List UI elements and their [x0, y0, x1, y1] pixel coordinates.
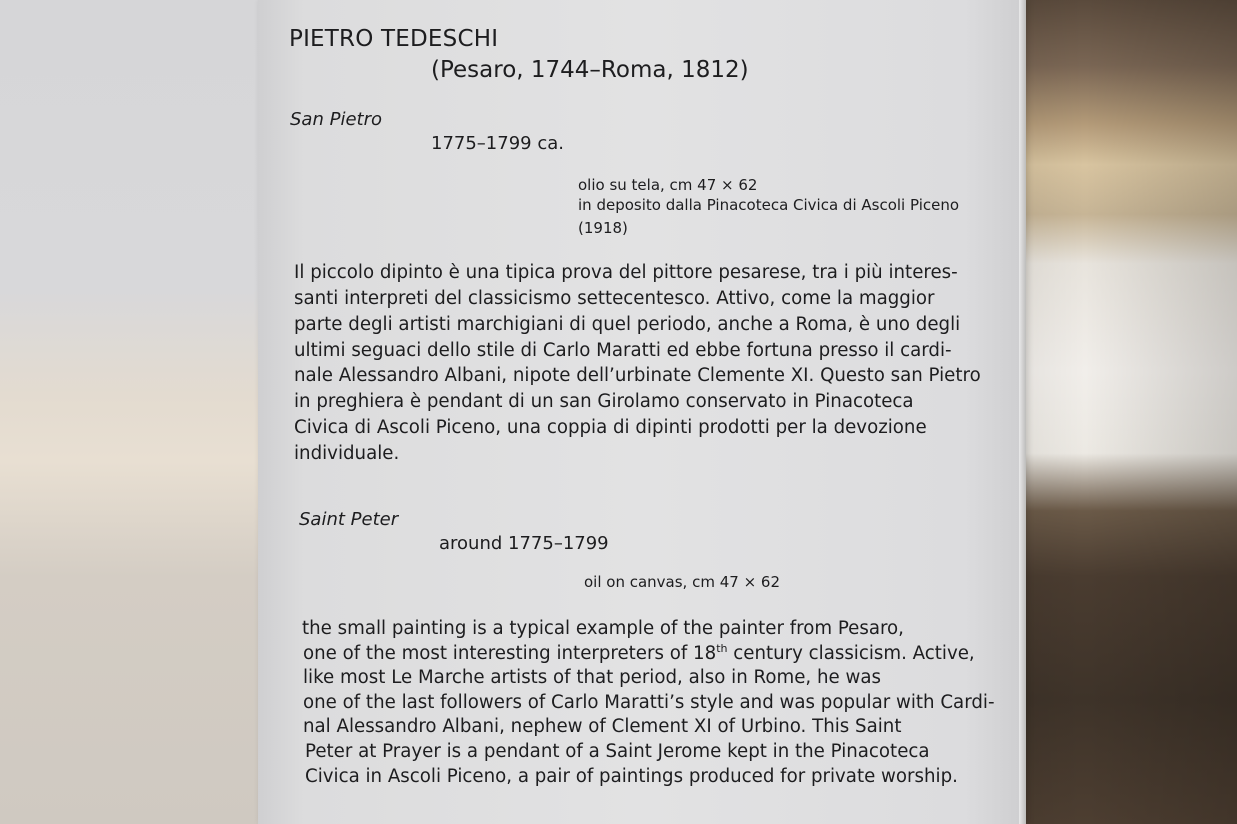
english-description-text: one of the most interesting interpreters of 18 — [303, 643, 717, 664]
ordinal-suffix: th — [716, 642, 728, 655]
italian-title: San Pietro — [290, 109, 382, 130]
english-description-line — [303, 642, 975, 664]
italian-description-line: Civica di Ascoli Piceno, una coppia di dipinti prodotti per la devozione — [294, 417, 927, 438]
background-room-right — [1020, 0, 1237, 824]
english-description-line: one of the last followers of Carlo Maratti’s style and was popular with Cardi- — [303, 692, 995, 713]
italian-technique-line: in deposito dalla Pinacoteca Civica di Ascoli Piceno — [578, 196, 960, 214]
italian-description-line: nale Alessandro Albani, nipote dell’urbinate Clemente XI. Questo san Pietro — [294, 365, 981, 386]
italian-description-line: ultimi seguaci dello stile di Carlo Maratti ed ebbe fortuna presso il cardi- — [294, 340, 952, 361]
italian-technique-line: (1918) — [578, 219, 628, 237]
artist-name: PIETRO TEDESCHI — [289, 26, 499, 52]
italian-technique-line: olio su tela, cm 47 × 62 — [578, 176, 758, 194]
english-description-line: nal Alessandro Albani, nephew of Clement XI of Urbino. This Saint — [303, 716, 902, 737]
english-description-line: Peter at Prayer is a pendant of a Saint Jerome kept in the Pinacoteca — [305, 741, 930, 762]
panel-edge — [1019, 0, 1026, 824]
english-date: around 1775–1799 — [439, 533, 609, 554]
italian-description-line: Il piccolo dipinto è una tipica prova del pittore pesarese, tra i più interes- — [294, 262, 958, 283]
english-description-line: like most Le Marche artists of that period, also in Rome, he was — [303, 667, 881, 688]
english-technique: oil on canvas, cm 47 × 62 — [584, 573, 781, 591]
italian-description-line: santi interpreti del classicismo settecentesco. Attivo, come la maggior — [294, 288, 935, 309]
english-description-line: the small painting is a typical example of the painter from Pesaro, — [302, 618, 904, 639]
italian-description-line: in preghiera è pendant di un san Girolamo conservato in Pinacoteca — [294, 391, 914, 412]
italian-description-line: parte degli artisti marchigiani di quel periodo, anche a Roma, è uno degli — [294, 314, 961, 335]
italian-description-line: individuale. — [294, 443, 400, 464]
english-description-text: century classicism. Active, — [727, 643, 975, 664]
english-title: Saint Peter — [299, 509, 399, 530]
english-description-line: Civica in Ascoli Piceno, a pair of paintings produced for private worship. — [305, 766, 958, 787]
italian-date: 1775–1799 ca. — [431, 133, 564, 154]
artist-dates: (Pesaro, 1744–Roma, 1812) — [431, 57, 749, 83]
background-wall-left — [0, 0, 290, 824]
